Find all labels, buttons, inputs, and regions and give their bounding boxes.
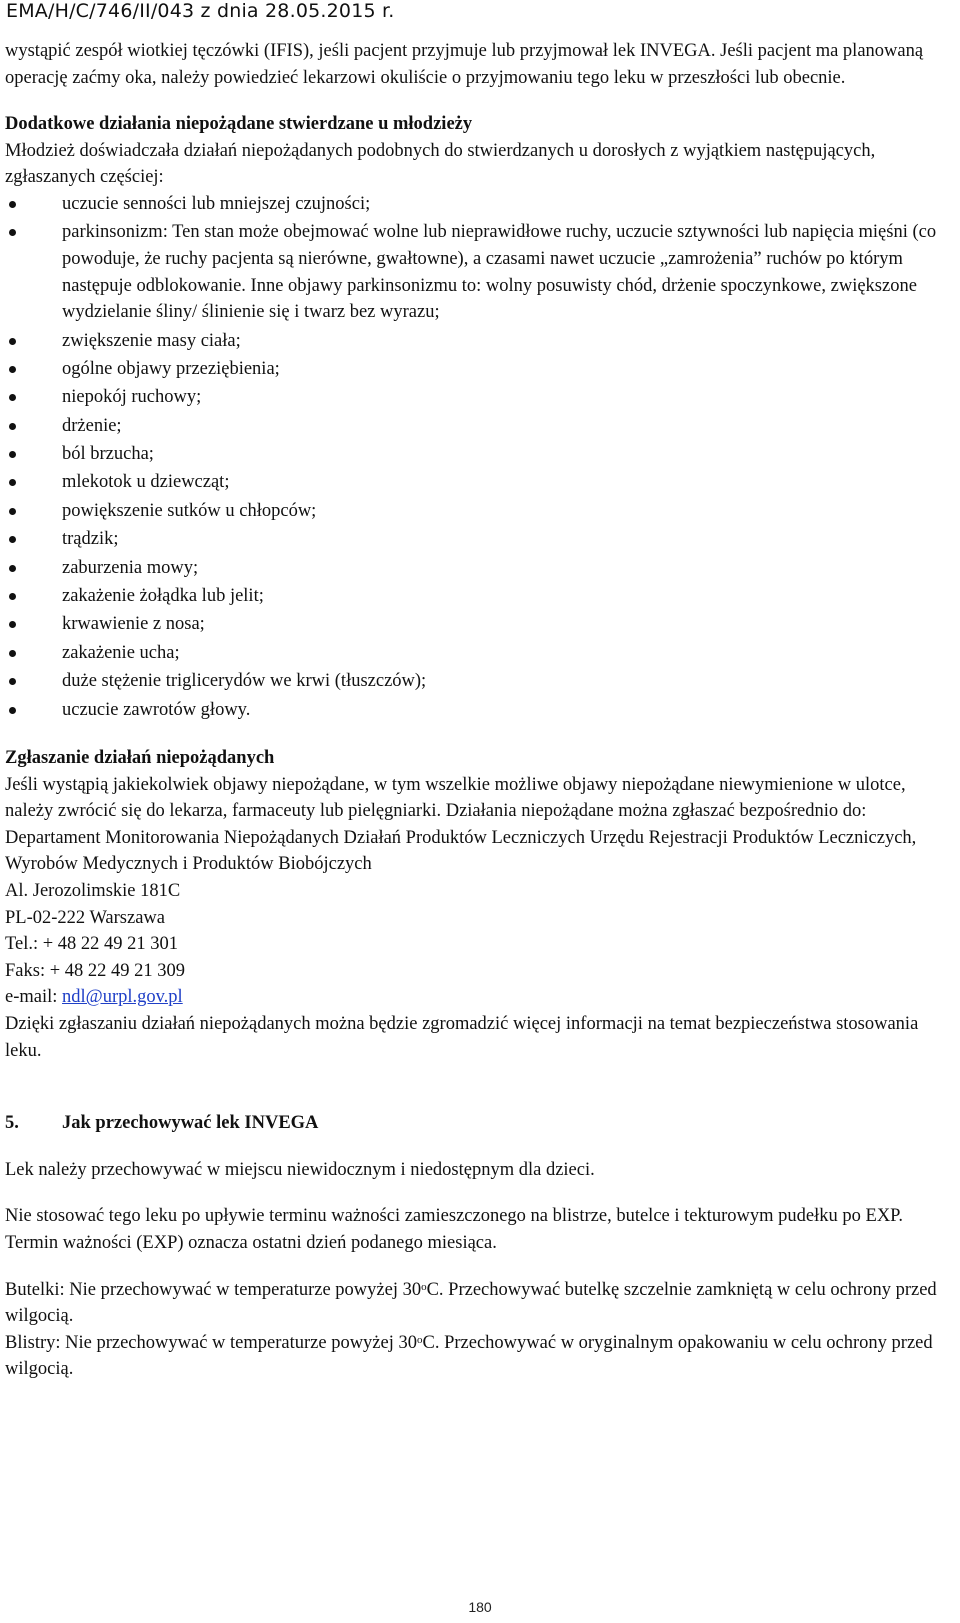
bullet-icon (9, 536, 16, 543)
section-5-heading (5, 1110, 940, 1137)
list-item: parkinsonizm: Ten stan może obejmować wolne lub nieprawidłowe ruchy, uczucie sztywności lub napięcia mięśni (co powoduje, że ruchy pacjenta są nierówne, gwałtowne), a czasami nawet uczucie „zamrożenia” ruchów po którym następuje odblokowanie. Inne objawy parkinsonizmu to: wolny posuwisty chód, drżenie spoczynkowe, zwiększone wydzielanie śliny/ ślinienie się i twarz bez wyrazu; (5, 219, 940, 325)
storage-children: Lek należy przechowywać w miejscu niewidocznym i niedostępnym dla dzieci. (5, 1159, 595, 1180)
reporting-tel: Tel.: + 48 22 49 21 301 (5, 934, 179, 955)
document-reference: EMA/H/C/746/II/043 z dnia 28.05.2015 r. (6, 0, 395, 22)
reporting-street: Al. Jerozolimskie 181C (5, 880, 181, 901)
storage-blisters: Blistry: Nie przechowywać w temperaturze powyżej 30$^o$C. Przechowywać w oryginalnym opakowaniu w celu ochrony przed wilgocią. (5, 1332, 933, 1380)
list-item: zaburzenia mowy; (5, 555, 940, 582)
list-item: ogólne objawy przeziębienia; (5, 356, 940, 383)
section-number: 5. (5, 1113, 19, 1134)
email-link[interactable]: ndl@urpl.gov.pl (62, 987, 183, 1008)
reporting-closing: Dzięki zgłaszaniu działań niepożądanych można będzie zgromadzić więcej informacji na temat bezpieczeństwa stosowania leku. (5, 1013, 919, 1061)
bullet-icon (9, 366, 16, 373)
list-item: zakażenie żołądka lub jelit; (5, 583, 940, 610)
list-item: drżenie; (5, 413, 940, 440)
list-item: uczucie senności lub mniejszej czujności; (5, 191, 940, 218)
intro-paragraph: wystąpić zespół wiotkiej tęczówki (IFIS), jeśli pacjent przyjmuje lub przyjmował lek INVEGA. Jeśli pacjent ma planowaną operację zaćmy oka, należy powiedzieć lekarzowi okuliście o przyjmowaniu tego leku w przeszłości lub obecnie. (5, 41, 924, 88)
section-title: Jak przechowywać lek INVEGA (62, 1113, 319, 1134)
storage-bottles: Butelki: Nie przechowywać w temperaturze powyżej 30$^o$C. Przechowywać butelkę szczelnie zamkniętą w celu ochrony przed wilgocią. (5, 1279, 937, 1327)
storage-expiry: Nie stosować tego leku po upływie terminu ważności zamieszczonego na blistrze, butelce i tekturowym pudełku po EXP. Termin ważności (EXP) oznacza ostatni dzień podanego miesiąca. (5, 1206, 904, 1253)
list-item: zwiększenie masy ciała; (5, 328, 940, 355)
bullet-icon (9, 621, 16, 628)
bullet-icon (9, 678, 16, 685)
reporting-fax: Faks: + 48 22 49 21 309 (5, 960, 186, 981)
reporting-office: Departament Monitorowania Niepożądanych Działań Produktów Leczniczych Urzędu Rejestracji Produktów Leczniczych, Wyrobów Medycznych i Produktów Biobójczych (5, 827, 917, 875)
bullet-icon (9, 338, 16, 345)
list-item: uczucie zawrotów głowy. (5, 697, 940, 724)
list-item: powiększenie sutków u chłopców; (5, 498, 940, 525)
list-item: ból brzucha; (5, 441, 940, 468)
bullet-icon (9, 201, 16, 208)
list-item: zakażenie ucha; (5, 640, 940, 667)
adolescents-list (5, 191, 940, 723)
reporting-heading: Zgłaszanie działań niepożądanych (5, 748, 275, 768)
bullet-icon (9, 650, 16, 657)
bullet-icon (9, 229, 16, 236)
page-number: 180 (468, 1599, 492, 1615)
reporting-text: Jeśli wystąpią jakiekolwiek objawy niepożądane, w tym wszelkie możliwe objawy niepożądane niewymienione w ulotce, należy zwrócić się do lekarza, farmaceuty lub pielęgniarki. Działania niepożądane można zgłaszać bezpośrednio do: (5, 774, 906, 822)
bullet-icon (9, 479, 16, 486)
bullet-icon (9, 451, 16, 458)
bullet-icon (9, 423, 16, 430)
bullet-icon (9, 394, 16, 401)
list-item: krwawienie z nosa; (5, 611, 940, 638)
document-body (5, 38, 940, 1383)
list-item: niepokój ruchowy; (5, 384, 940, 411)
bullet-icon (9, 707, 16, 714)
reporting-city: PL-02-222 Warszawa (5, 907, 165, 928)
list-item: mlekotok u dziewcząt; (5, 469, 940, 496)
bullet-icon (9, 593, 16, 600)
adolescents-heading: Dodatkowe działania niepożądane stwierdzane u młodzieży (5, 114, 473, 135)
list-item: duże stężenie triglicerydów we krwi (tłuszczów); (5, 668, 940, 695)
bullet-icon (9, 565, 16, 572)
reporting-email-line: e-mail: ndl@urpl.gov.pl (5, 987, 183, 1008)
bullet-icon (9, 508, 16, 515)
list-item: trądzik; (5, 526, 940, 553)
adolescents-intro: Młodzież doświadczała działań niepożądanych podobnych do stwierdzanych u dorosłych z wyjątkiem następujących, zgłaszanych częściej: (5, 140, 876, 188)
